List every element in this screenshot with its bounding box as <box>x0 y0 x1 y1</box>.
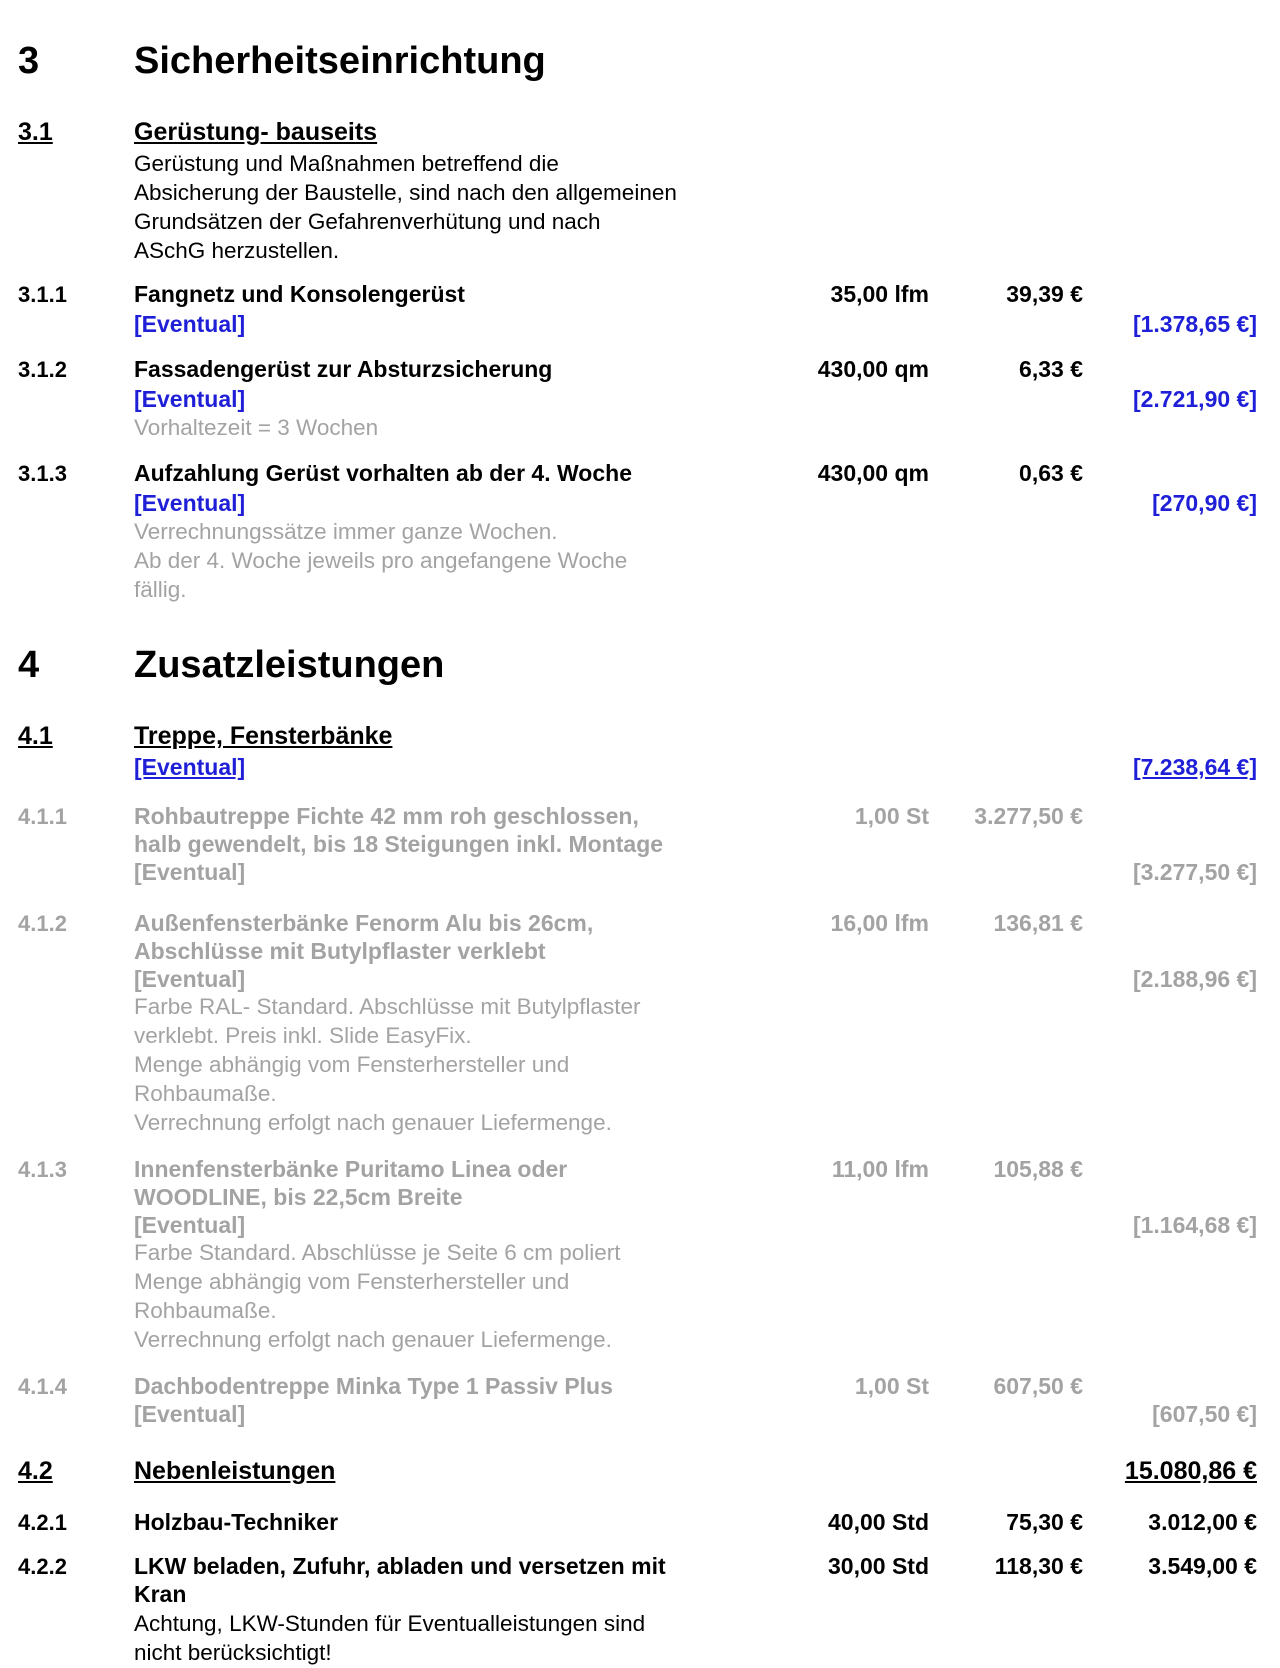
eventual-tag: [Eventual] <box>134 490 246 516</box>
item-number: 4.2.2 <box>18 1554 67 1579</box>
subsection-title: Gerüstung- bauseits <box>134 118 378 146</box>
item-number: 3.1.3 <box>18 461 67 486</box>
subsection-number: 4.2 <box>18 1457 53 1485</box>
item-quantity: 430,00 qm <box>817 460 929 486</box>
item-number: 3.1.1 <box>18 282 67 307</box>
item-unit-price: 3.277,50 € <box>974 803 1083 829</box>
item-number: 3.1.2 <box>18 357 67 382</box>
subsection-number: 4.1 <box>18 722 53 750</box>
item-number: 4.1.1 <box>18 804 67 829</box>
item-total: [3.277,50 €] <box>1132 859 1257 885</box>
item-title: Holzbau-Techniker <box>134 1509 339 1535</box>
item-total: [2.188,96 €] <box>1132 966 1257 992</box>
item-quantity: 35,00 lfm <box>830 281 929 307</box>
item-title: Dachbodentreppe Minka Type 1 Passiv Plus [Eventual] <box>134 1373 613 1427</box>
subsection-total: 15.080,86 € <box>1124 1457 1257 1485</box>
item-total: 3.549,00 € <box>1148 1553 1257 1579</box>
item-unit-price: 6,33 € <box>1019 356 1083 382</box>
item-quantity: 16,00 lfm <box>830 910 929 936</box>
item-number: 4.1.2 <box>18 911 67 936</box>
item-unit-price: 136,81 € <box>993 910 1083 936</box>
item-total: [1.378,65 €] <box>1132 311 1257 337</box>
item-unit-price: 118,30 € <box>994 1553 1083 1579</box>
eventual-tag-link[interactable]: [Eventual] <box>134 754 246 780</box>
item-quantity: 40,00 Std <box>828 1509 929 1535</box>
item-unit-price: 0,63 € <box>1019 460 1083 486</box>
item-notes: Farbe Standard. Abschlüsse je Seite 6 cm poliert Menge abhängig vom Fensterhersteller und Rohbaumaße. Verrechnung erfolgt nach genauer Liefermenge. <box>134 1240 621 1352</box>
item-title: Aufzahlung Gerüst vorhalten ab der 4. Woche <box>134 460 632 486</box>
item-title: Außenfensterbänke Fenorm Alu bis 26cm, Abschlüsse mit Butylpflaster verklebt [Eventual] <box>134 910 594 992</box>
item-total: [607,50 €] <box>1152 1401 1257 1427</box>
item-quantity: 30,00 Std <box>828 1553 929 1579</box>
subsection-title: Nebenleistungen <box>134 1457 336 1485</box>
item-title: Fangnetz und Konsolengerüst <box>134 281 465 307</box>
subsection-description: Gerüstung und Maßnahmen betreffend die Absicherung der Baustelle, sind nach den allgemeinen Grundsätzen der Gefahrenverhütung und nach ASchG herzustellen. <box>134 151 677 263</box>
subsection-total-link[interactable]: [7.238,64 €] <box>1132 754 1257 780</box>
item-quantity: 1,00 St <box>854 803 929 829</box>
section-title: Sicherheitseinrichtung <box>134 40 546 82</box>
item-total: [1.164,68 €] <box>1132 1212 1257 1238</box>
item-quantity: 1,00 St <box>854 1373 929 1399</box>
eventual-tag: [Eventual] <box>134 386 246 412</box>
item-notes: Farbe RAL- Standard. Abschlüsse mit Butylpflaster verklebt. Preis inkl. Slide EasyFix. Menge abhängig vom Fensterhersteller und Rohbaumaße. Verrechnung erfolgt nach genauer Liefermenge. <box>134 994 641 1135</box>
section-title: Zusatzleistungen <box>134 644 445 686</box>
item-unit-price: 105,88 € <box>993 1156 1083 1182</box>
item-number: 4.1.4 <box>18 1374 67 1399</box>
item-title: Rohbautreppe Fichte 42 mm roh geschlossen, halb gewendelt, bis 18 Steigungen inkl. Montage [Eventual] <box>134 803 664 885</box>
item-number: 4.2.1 <box>18 1510 67 1535</box>
item-number: 4.1.3 <box>18 1157 67 1182</box>
section-number: 3 <box>18 40 40 82</box>
subsection-title: Treppe, Fensterbänke <box>134 722 393 750</box>
item-unit-price: 39,39 € <box>1006 281 1083 307</box>
item-quantity: 430,00 qm <box>817 356 929 382</box>
item-note: Vorhaltezeit = 3 Wochen <box>134 415 379 440</box>
item-notes: Verrechnungssätze immer ganze Wochen. Ab der 4. Woche jeweils pro angefangene Woche fällig. <box>134 519 628 602</box>
item-quantity: 11,00 lfm <box>831 1156 929 1182</box>
item-total: [2.721,90 €] <box>1132 386 1257 412</box>
subsection-number: 3.1 <box>18 118 53 146</box>
item-unit-price: 75,30 € <box>1006 1509 1083 1535</box>
item-total: 3.012,00 € <box>1148 1509 1257 1535</box>
item-total: [270,90 €] <box>1152 490 1257 516</box>
item-notes: Achtung, LKW-Stunden für Eventualleistungen sind nicht berücksichtigt! <box>134 1611 646 1665</box>
item-unit-price: 607,50 € <box>993 1373 1083 1399</box>
item-title: Innenfensterbänke Puritamo Linea oder WOODLINE, bis 22,5cm Breite [Eventual] <box>134 1156 568 1238</box>
section-number: 4 <box>18 644 40 686</box>
eventual-tag: [Eventual] <box>134 311 246 337</box>
item-title: Fassadengerüst zur Absturzsicherung <box>134 356 553 382</box>
item-title: LKW beladen, Zufuhr, abladen und versetzen mit Kran <box>134 1553 666 1607</box>
